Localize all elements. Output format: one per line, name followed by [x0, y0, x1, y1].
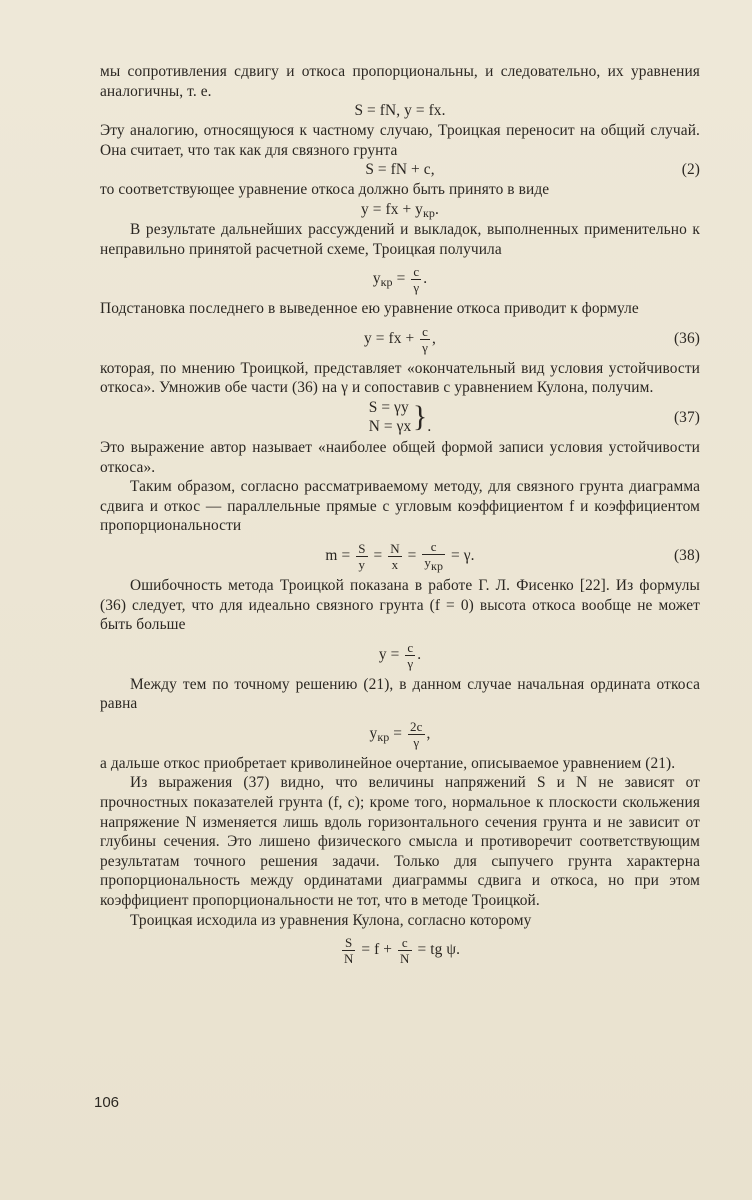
equation-36: y = fx + $\frac{c}{\gamma}$ , (36) — [100, 319, 700, 359]
equation-37: S = γy N = γx } . (37) — [368, 398, 700, 435]
equation-proportional: S = fN, y = fx. — [354, 102, 446, 120]
fraction: $\frac{c}{\gamma}$ — [407, 639, 414, 671]
brace: } — [412, 399, 428, 433]
paragraph-11: а дальше откос приобретает криволинейное очертание, описываемое уравнением (21). — [100, 754, 676, 772]
fraction: $\frac{N}{x}$ — [390, 540, 400, 572]
paragraph-12: Из выражения (37) видно, что величины напряжений S и N не зависят от прочностных показателей грунта (f, c); кроме того, нормальное к плоскости скольжения напряжение N изменяется лишь вдоль горизонтального сечения грунта и не зависит от глубины сечения. Это лишено физического смысла и противоречит соответствующим результатам точного решения задачи. Только для сыпучего грунта характерна пропорциональность между ординатами диаграммы сдвига и откоса, но при этом коэффициент пропорциональности не тот, что в методе Троицкой. — [100, 774, 700, 910]
equation-38: m = $\frac{S}{y}$ = $\frac{N}{x}$ = $\frac{c}{\text{yкр}}$ = γ. (38) — [100, 536, 700, 576]
fraction: $\frac{c}{N}$ — [400, 935, 410, 967]
paragraph-4: В результате дальнейших рассуждений и выкладок, выполненных применительно к неправильно принятой расчетной схеме, Троицкая получила — [100, 220, 700, 258]
fraction: $\frac{c}{\gamma}$ — [413, 264, 420, 296]
fraction: $\frac{S}{y}$ — [358, 540, 366, 572]
equation-number: (36) — [673, 329, 700, 347]
equation-system: S = γy N = γx } — [368, 398, 428, 435]
equation-slope: y = fx + $y_{кр}$. — [361, 200, 439, 220]
paragraph-3: то соответствующее уравнение откоса должно быть принято в виде — [100, 181, 550, 199]
equation-y-max: y = $\frac{c}{\gamma}$ . — [378, 639, 422, 671]
paragraph-10: Между тем по точному решению (21), в данном случае начальная ордината откоса равна — [100, 675, 700, 713]
paragraph-5: Подстановка последнего в выведенное ею уравнение откоса приводит к формуле — [100, 300, 639, 318]
equation-number: (38) — [673, 546, 700, 564]
paragraph-9: Ошибочность метода Троицкой показана в работе Г. Л. Фисенко [22]. Из формулы (36) следует, что для идеально связного грунта (f = 0) высота откоса вообще не может быть больше — [100, 576, 700, 634]
paragraph-2: Эту аналогию, относящуюся к частному случаю, Троицкая переносит на общий случай. Она считает, что так как для связного грунта — [100, 122, 700, 159]
fraction: $\frac{c}{\gamma}$ — [422, 323, 429, 355]
text-column — [100, 62, 700, 970]
equation-coulomb: $\frac{S}{N}$ = f + $\frac{c}{N}$ = tg ψ. — [343, 935, 461, 967]
fraction: $\frac{S}{N}$ — [343, 935, 354, 967]
equation-ykr-2c: $y_{кр}$ = $\frac{2c}{\gamma}$ , — [369, 718, 431, 750]
equation-number: (2) — [681, 161, 700, 179]
page-number: 106 — [94, 1094, 120, 1111]
equation-2: S = fN + c, (2) — [365, 161, 700, 179]
equation-number: (37) — [673, 408, 700, 426]
fraction: $\frac{2c}{\gamma}$ — [410, 718, 423, 750]
paragraph-7: Это выражение автор называет «наиболее общей формой записи условия устойчивости откоса». — [100, 438, 700, 476]
equation-ykr: $y_{кр}$ = $\frac{c}{\gamma}$ . — [372, 264, 428, 296]
fraction: $\frac{c}{\text{yкр}}$ — [424, 538, 444, 573]
paragraph-8: Таким образом, согласно рассматриваемому методу, для связного грунта диаграмма сдвига и откос — параллельные прямые с угловым коэффициентом f и коэффициентом пропорциональности — [100, 478, 700, 535]
paragraph-13: Троицкая исходила из уравнения Кулона, согласно которому — [130, 911, 532, 929]
paragraph-1: мы сопротивления сдвигу и откоса пропорциональны, и следовательно, их уравнения аналогичны, т. е. — [100, 63, 700, 100]
paragraph-6: которая, по мнению Троицкой, представляет «окончательный вид условия устойчивости откоса». Умножив обе части (36) на γ и сопоставив с уравнением Кулона, получим. — [100, 359, 700, 397]
